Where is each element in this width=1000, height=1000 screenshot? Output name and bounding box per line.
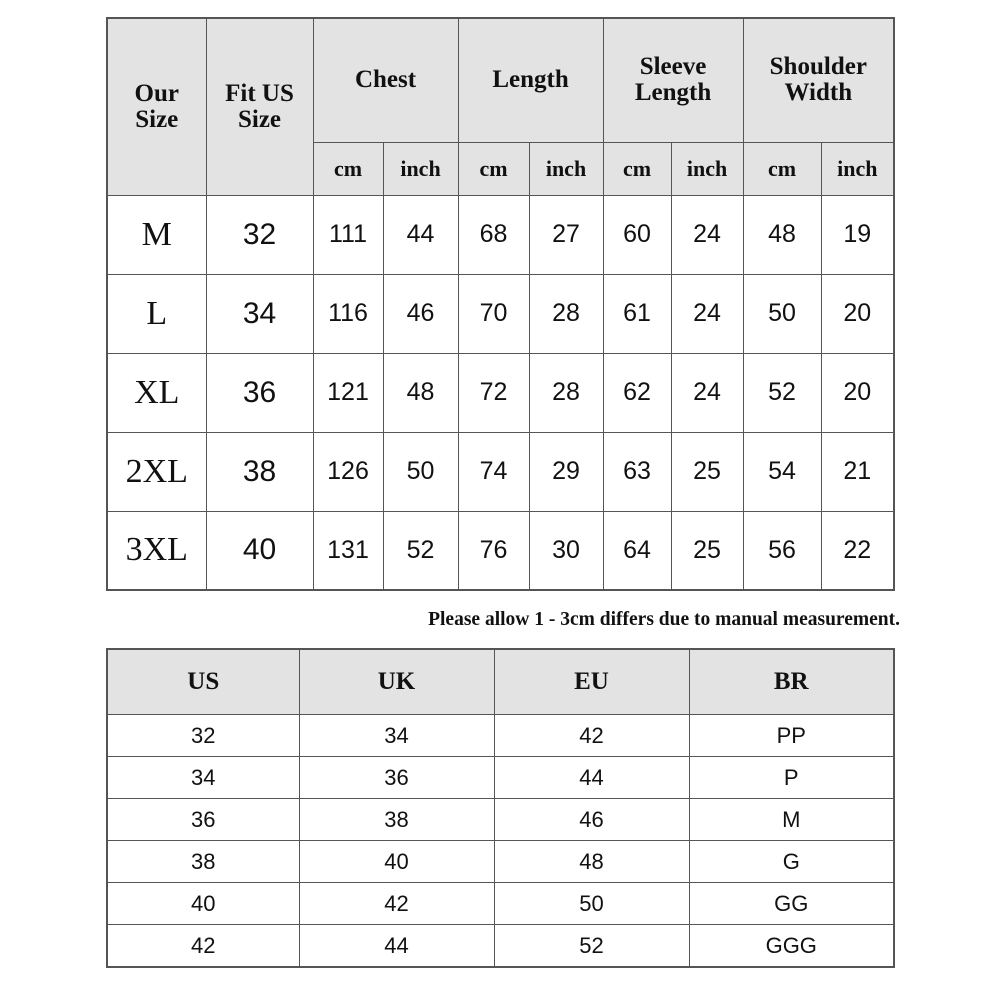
header-our-size: Our Size — [107, 18, 206, 195]
eu-value: 52 — [494, 925, 689, 968]
unit-chest-cm: cm — [313, 142, 383, 195]
chest-inch-value: 52 — [383, 511, 458, 590]
table-row — [107, 841, 894, 883]
length-inch-value: 29 — [529, 432, 603, 511]
header-uk: UK — [299, 649, 494, 715]
chest-cm-value: 131 — [313, 511, 383, 590]
length-cm-value: 70 — [458, 274, 529, 353]
us-value: 36 — [107, 799, 299, 841]
shoulder-inch-value: 19 — [821, 195, 894, 274]
unit-shoulder-cm: cm — [743, 142, 821, 195]
sleeve-inch-value: 24 — [671, 353, 743, 432]
table-row — [107, 799, 894, 841]
shoulder-inch-value: 21 — [821, 432, 894, 511]
fit-us-value: 38 — [206, 432, 313, 511]
header-length: Length — [458, 18, 603, 142]
table-row — [107, 883, 894, 925]
eu-value: 46 — [494, 799, 689, 841]
us-value: 42 — [107, 925, 299, 968]
unit-chest-inch: inch — [383, 142, 458, 195]
fit-us-value: 34 — [206, 274, 313, 353]
uk-value: 36 — [299, 757, 494, 799]
header-chest: Chest — [313, 18, 458, 142]
chest-cm-value: 111 — [313, 195, 383, 274]
conversion-chart-table — [106, 648, 895, 968]
chest-inch-value: 50 — [383, 432, 458, 511]
sleeve-cm-value: 63 — [603, 432, 671, 511]
shoulder-inch-value: 20 — [821, 353, 894, 432]
header-br: BR — [689, 649, 894, 715]
header-fit-us-size: Fit US Size — [206, 18, 313, 195]
eu-value: 42 — [494, 715, 689, 757]
table-row — [107, 925, 894, 968]
shoulder-cm-value: 54 — [743, 432, 821, 511]
eu-value: 48 — [494, 841, 689, 883]
table-row — [107, 353, 894, 432]
fit-us-value: 40 — [206, 511, 313, 590]
br-value: PP — [689, 715, 894, 757]
length-inch-value: 28 — [529, 274, 603, 353]
shoulder-inch-value: 22 — [821, 511, 894, 590]
chest-cm-value: 116 — [313, 274, 383, 353]
header-eu: EU — [494, 649, 689, 715]
size-label: 2XL — [107, 432, 206, 511]
sleeve-cm-value: 64 — [603, 511, 671, 590]
sleeve-cm-value: 60 — [603, 195, 671, 274]
br-value: G — [689, 841, 894, 883]
chest-cm-value: 126 — [313, 432, 383, 511]
fit-us-value: 36 — [206, 353, 313, 432]
length-cm-value: 76 — [458, 511, 529, 590]
length-inch-value: 28 — [529, 353, 603, 432]
uk-value: 42 — [299, 883, 494, 925]
table-row — [107, 757, 894, 799]
br-value: GGG — [689, 925, 894, 968]
table-row — [107, 715, 894, 757]
br-value: GG — [689, 883, 894, 925]
eu-value: 50 — [494, 883, 689, 925]
table-row — [107, 432, 894, 511]
length-cm-value: 68 — [458, 195, 529, 274]
br-value: M — [689, 799, 894, 841]
sleeve-cm-value: 61 — [603, 274, 671, 353]
shoulder-cm-value: 52 — [743, 353, 821, 432]
sleeve-cm-value: 62 — [603, 353, 671, 432]
length-inch-value: 30 — [529, 511, 603, 590]
uk-value: 34 — [299, 715, 494, 757]
shoulder-cm-value: 48 — [743, 195, 821, 274]
header-shoulder-width: Shoulder Width — [743, 18, 894, 142]
sleeve-inch-value: 25 — [671, 511, 743, 590]
sleeve-inch-value: 24 — [671, 195, 743, 274]
length-cm-value: 74 — [458, 432, 529, 511]
table-row — [107, 274, 894, 353]
shoulder-cm-value: 50 — [743, 274, 821, 353]
size-label: M — [107, 195, 206, 274]
unit-sleeve-inch: inch — [671, 142, 743, 195]
length-cm-value: 72 — [458, 353, 529, 432]
size-label: XL — [107, 353, 206, 432]
us-value: 38 — [107, 841, 299, 883]
header-sleeve-length: Sleeve Length — [603, 18, 743, 142]
br-value: P — [689, 757, 894, 799]
table-row — [107, 195, 894, 274]
header-us: US — [107, 649, 299, 715]
chest-inch-value: 44 — [383, 195, 458, 274]
chest-cm-value: 121 — [313, 353, 383, 432]
uk-value: 40 — [299, 841, 494, 883]
us-value: 32 — [107, 715, 299, 757]
unit-sleeve-cm: cm — [603, 142, 671, 195]
chest-inch-value: 48 — [383, 353, 458, 432]
size-label: 3XL — [107, 511, 206, 590]
unit-length-inch: inch — [529, 142, 603, 195]
size-chart-header-row — [107, 18, 894, 142]
uk-value: 38 — [299, 799, 494, 841]
conversion-header-row — [107, 649, 894, 715]
us-value: 34 — [107, 757, 299, 799]
unit-shoulder-inch: inch — [821, 142, 894, 195]
length-inch-value: 27 — [529, 195, 603, 274]
size-chart-table — [106, 17, 895, 591]
uk-value: 44 — [299, 925, 494, 968]
size-label: L — [107, 274, 206, 353]
unit-length-cm: cm — [458, 142, 529, 195]
table-row — [107, 511, 894, 590]
eu-value: 44 — [494, 757, 689, 799]
sleeve-inch-value: 25 — [671, 432, 743, 511]
fit-us-value: 32 — [206, 195, 313, 274]
us-value: 40 — [107, 883, 299, 925]
shoulder-cm-value: 56 — [743, 511, 821, 590]
sleeve-inch-value: 24 — [671, 274, 743, 353]
chest-inch-value: 46 — [383, 274, 458, 353]
shoulder-inch-value: 20 — [821, 274, 894, 353]
measurement-note: Please allow 1 - 3cm differs due to manual measurement. — [428, 609, 900, 630]
